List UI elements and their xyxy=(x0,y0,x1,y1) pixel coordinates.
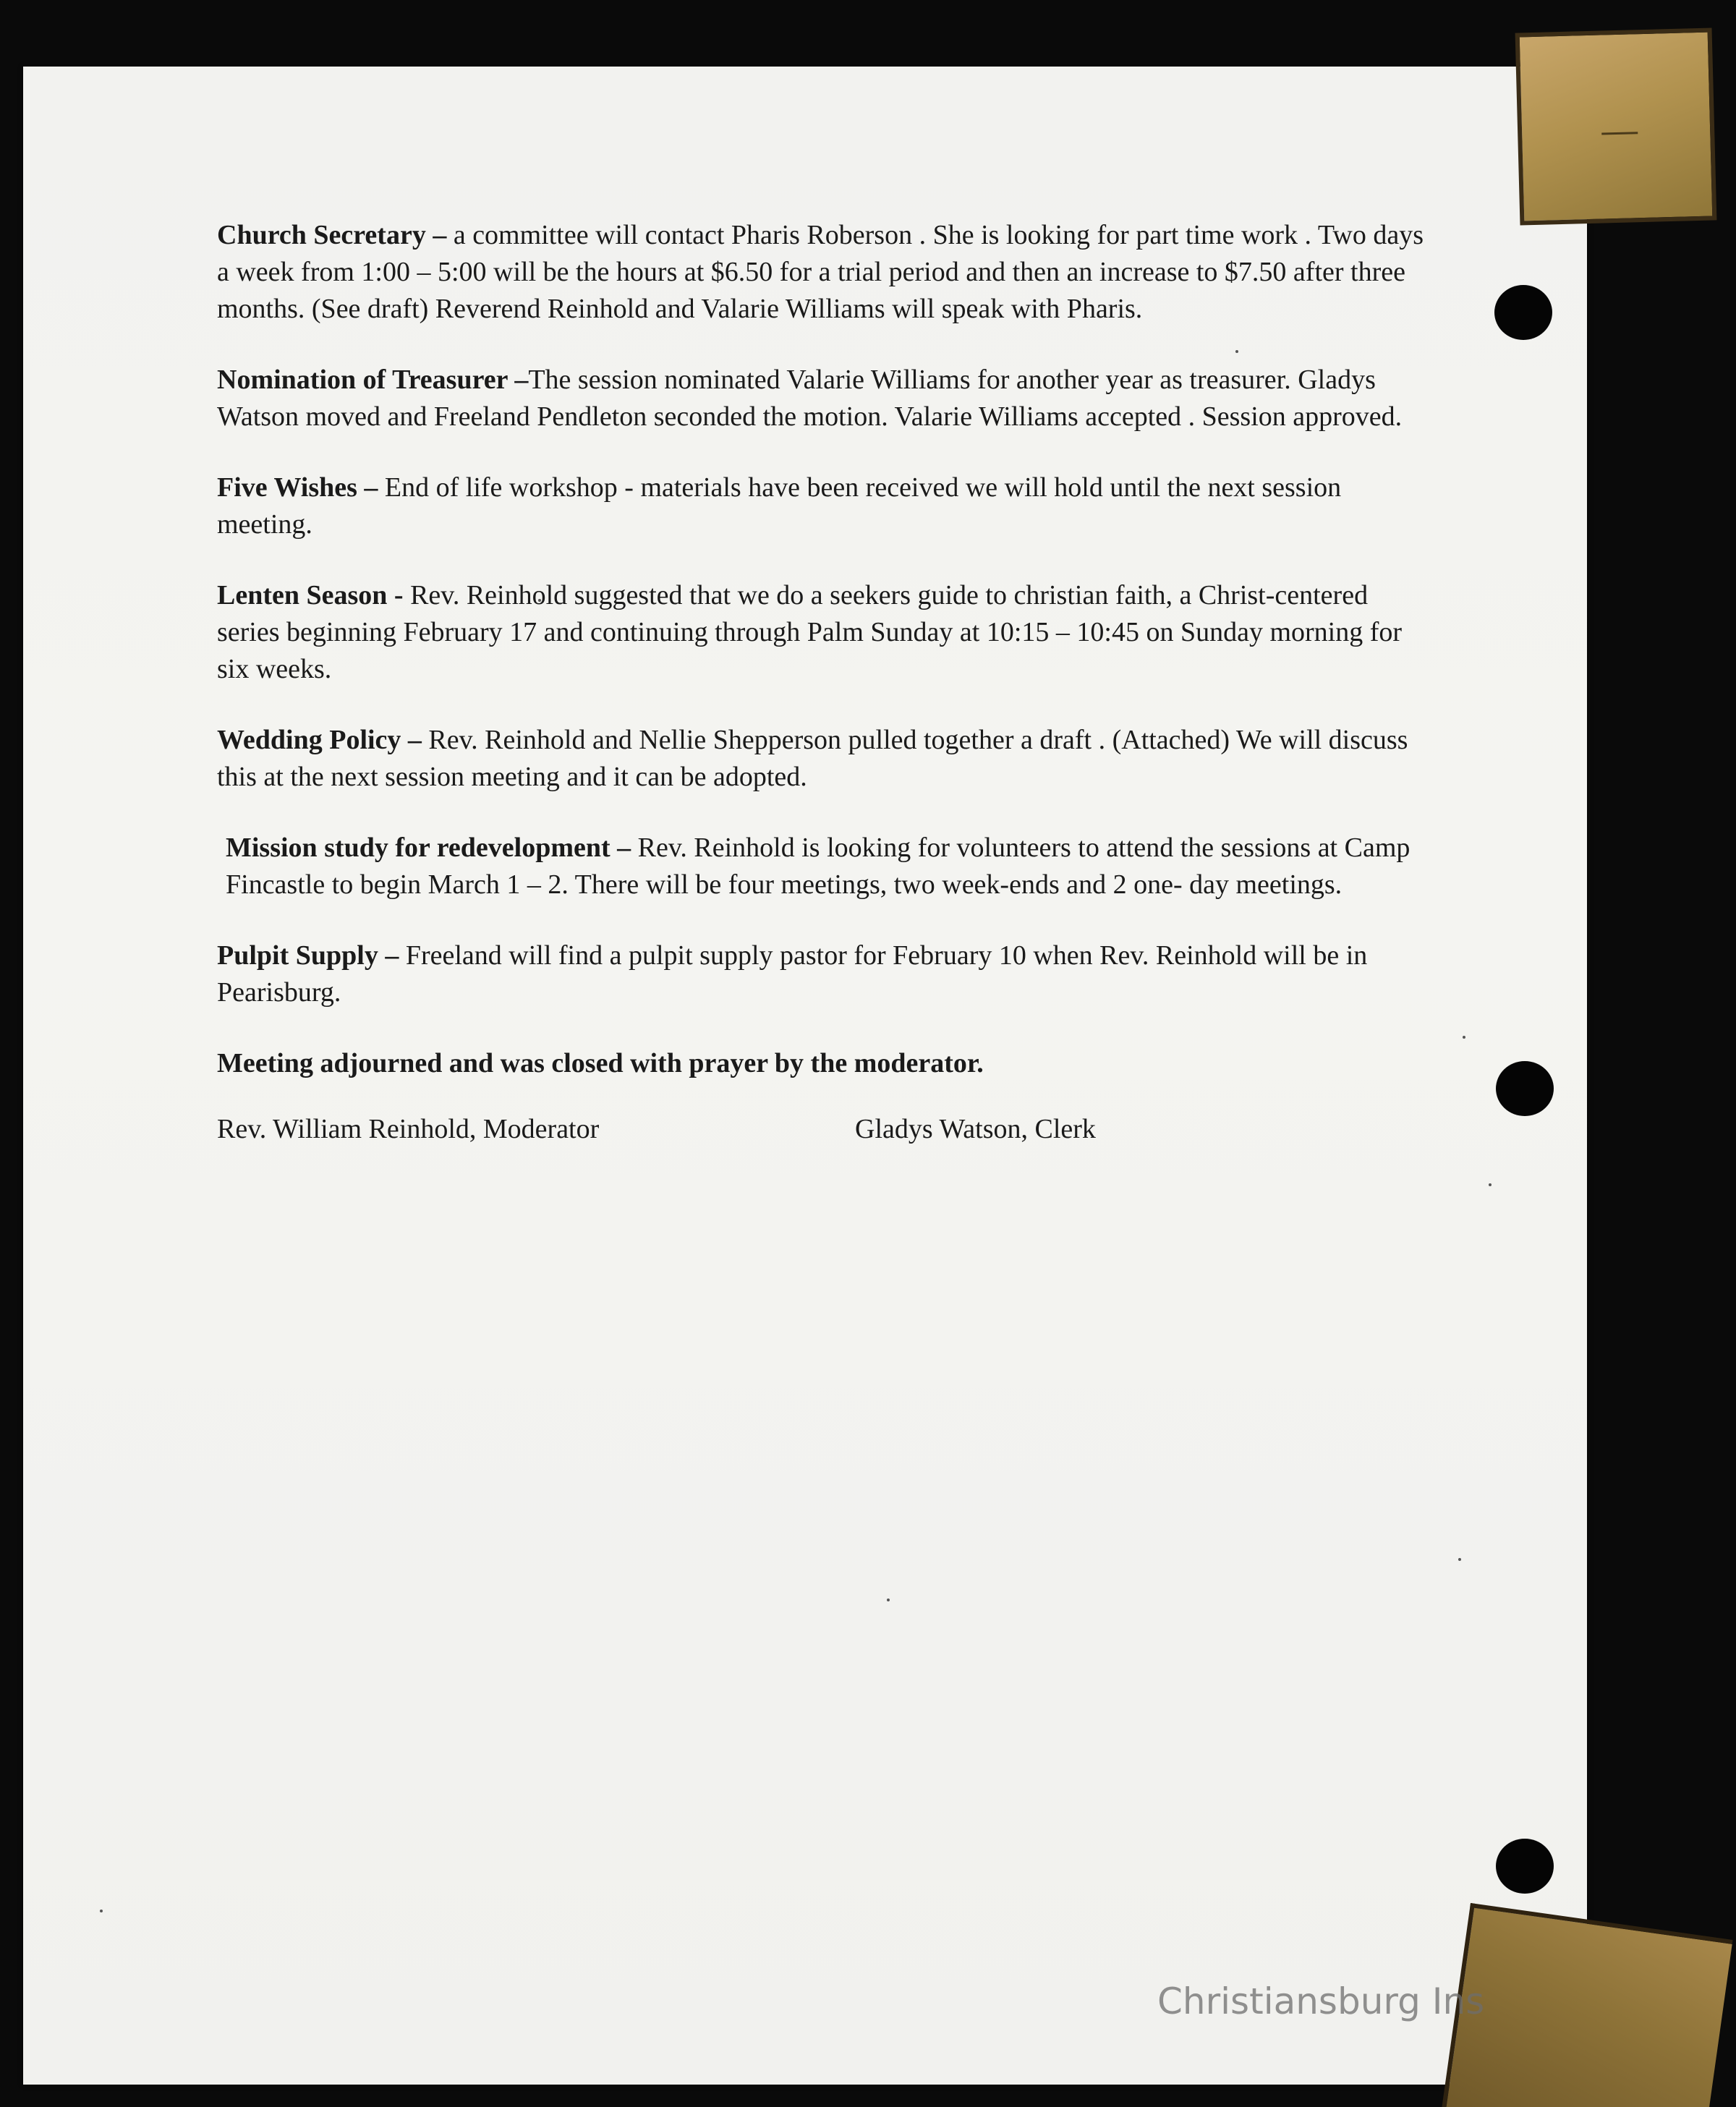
paragraph-church-secretary xyxy=(217,217,1432,328)
binder-clip-top xyxy=(1515,27,1717,225)
paragraph-five-wishes xyxy=(217,469,1432,543)
heading-wedding-policy: Wedding Policy – xyxy=(217,725,429,755)
paragraph-lenten-season xyxy=(217,577,1432,688)
punch-hole-top xyxy=(1494,285,1552,340)
body-lenten-season: Rev. Reinhold suggested that we do a seekers guide to christian faith, a Christ-centered series beginning February 17 and continuing through Palm Sunday at 10:15 – 10:45 on Sunday morning for six weeks. xyxy=(217,580,1403,684)
paper-speck xyxy=(1458,1558,1461,1561)
clerk-signature: Gladys Watson, Clerk xyxy=(855,1114,1096,1144)
body-pulpit-supply: Freeland will find a pulpit supply pastor for February 10 when Rev. Reinhold will be in Pearisburg. xyxy=(217,940,1368,1008)
paragraph-mission-study xyxy=(217,830,1432,903)
heading-nomination-treasurer: Nomination of Treasurer – xyxy=(217,365,529,395)
closing-statement: Meeting adjourned and was closed with prayer by the moderator. xyxy=(217,1048,984,1078)
paper-speck xyxy=(100,1910,103,1912)
moderator-signature: Rev. William Reinhold, Moderator xyxy=(217,1114,600,1144)
paper-speck xyxy=(1463,1036,1465,1039)
body-church-secretary: a committee will contact Pharis Roberson . She is looking for part time work . Two days a week from 1:00 – 5:00 will be the hours at $6.50 for a trial period and then an increase to $7.50 after three months. (See draft) Reverend Reinhold and Valarie Williams will speak with Pharis. xyxy=(217,220,1424,324)
body-mission-study: Rev. Reinhold is looking for volunteers to attend the sessions at Camp Fincastle to begin March 1 – 2. There will be four meetings, two week-ends and 2 one- day meetings. xyxy=(226,833,1410,900)
heading-mission-study: Mission study for redevelopment – xyxy=(226,833,638,863)
heading-pulpit-supply: Pulpit Supply – xyxy=(217,940,406,971)
signature-line xyxy=(217,1111,1432,1148)
paper-speck xyxy=(1489,1183,1492,1186)
paragraph-pulpit-supply xyxy=(217,937,1432,1011)
heading-five-wishes: Five Wishes – xyxy=(217,472,385,503)
heading-lenten-season: Lenten Season - xyxy=(217,580,411,610)
meeting-minutes-text xyxy=(217,217,1432,1148)
body-nomination-treasurer: The session nominated Valarie Williams for another year as treasurer. Gladys Watson moved and Freeland Pendleton seconded the motion. Valarie Williams accepted . Session approved. xyxy=(217,365,1403,432)
clip-mark xyxy=(1601,132,1638,135)
body-wedding-policy: Rev. Reinhold and Nellie Shepperson pulled together a draft . (Attached) We will discuss this at the next session meeting and it can be adopted. xyxy=(217,725,1408,792)
paragraph-nomination-treasurer xyxy=(217,362,1432,435)
punch-hole-bottom xyxy=(1496,1839,1554,1894)
paragraph-wedding-policy xyxy=(217,722,1432,796)
body-five-wishes: End of life workshop - materials have been received we will hold until the next session meeting. xyxy=(217,472,1342,540)
watermark-text: Christiansburg Ins xyxy=(1157,1980,1485,2022)
punch-hole-middle xyxy=(1496,1061,1554,1116)
heading-church-secretary: Church Secretary – xyxy=(217,220,454,250)
paper-speck xyxy=(887,1599,890,1601)
